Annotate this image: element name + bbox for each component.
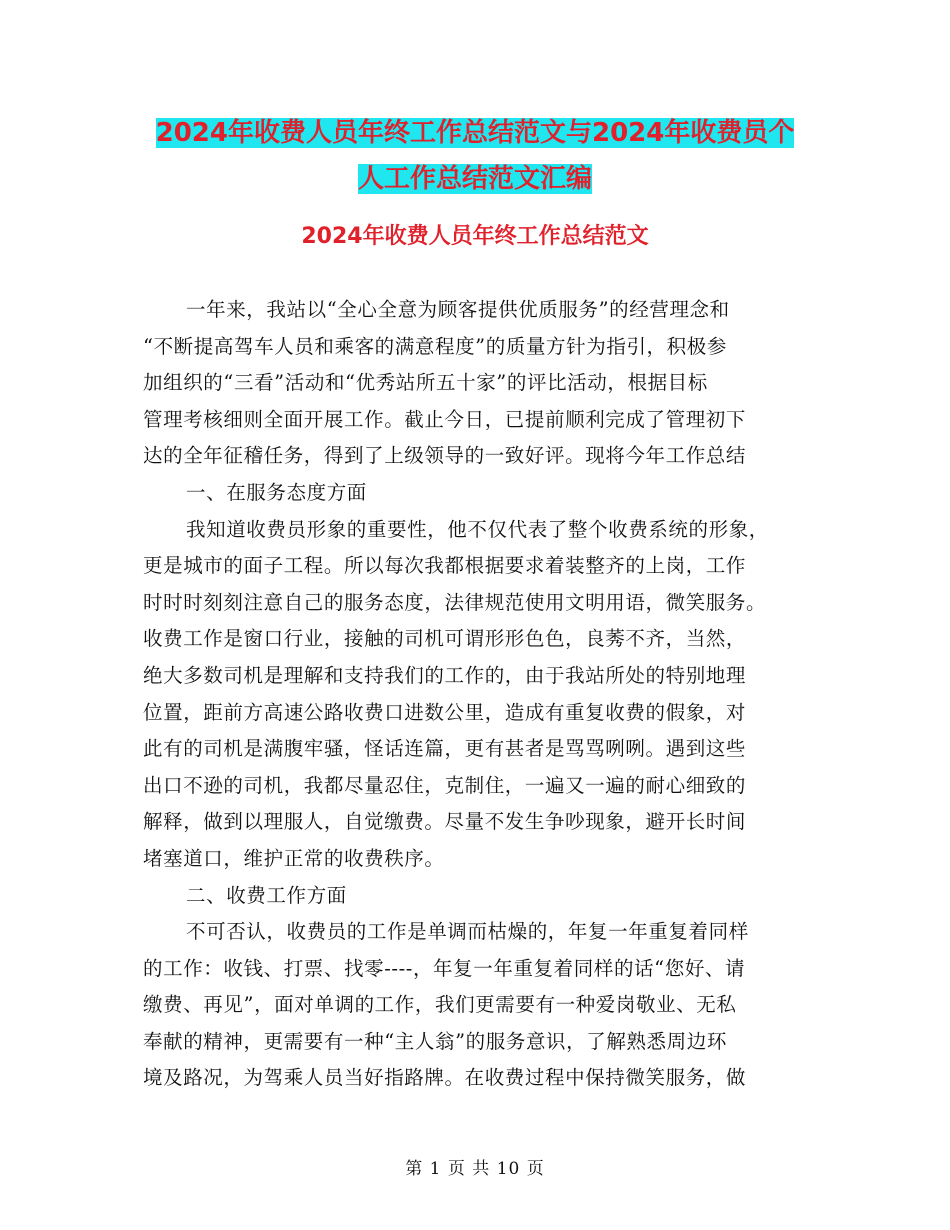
body-line: 不可否认，收费员的工作是单调而枯燥的，年复一年重复着同样 — [186, 920, 749, 944]
body-line: 管理考核细则全面开展工作。截止今日，已提前顺利完成了管理初下 — [143, 407, 747, 431]
body-line: 堵塞道口，维护正常的收费秩序。 — [143, 846, 445, 870]
body-line: 此有的司机是满腹牢骚，怪话连篇，更有甚者是骂骂咧咧。遇到这些 — [143, 737, 747, 761]
body-line: 缴费、再见”，面对单调的工作，我们更需要有一种爱岗敬业、无私 — [143, 993, 737, 1017]
body-line: 达的全年征稽任务，得到了上级领导的一致好评。现将今年工作总结 — [143, 444, 747, 468]
body-line: 境及路况，为驾乘人员当好指路牌。在收费过程中保持微笑服务，做 — [143, 1066, 747, 1090]
body-line: 我知道收费员形象的重要性，他不仅代表了整个收费系统的形象， — [186, 517, 769, 541]
body-line: “不断提高驾车人员和乘客的满意程度”的质量方针为指引，积极参 — [143, 334, 727, 358]
body-line: 解释，做到以理服人，自觉缴费。尽量不发生争吵现象，避开长时间 — [143, 810, 747, 834]
body-line: 一年来，我站以“全心全意为顾客提供优质服务”的经营理念和 — [186, 298, 730, 321]
title-line-2: 人工作总结范文汇编 — [357, 164, 592, 194]
body-line: 更是城市的面子工程。所以每次我都根据要求着装整齐的上岗，工作 — [143, 554, 747, 578]
title-line-1: 2024年收费人员年终工作总结范文与2024年收费员个 — [155, 118, 795, 148]
document-body — [143, 292, 803, 1097]
body-line: 奉献的精神，更需要有一种“主人翁”的服务意识，了解熟悉周边环 — [143, 1029, 727, 1053]
body-line: 收费工作是窗口行业，接触的司机可谓形形色色，良莠不齐，当然， — [143, 627, 747, 651]
body-line: 绝大多数司机是理解和支持我们的工作的，由于我站所处的特别地理 — [143, 663, 747, 687]
body-line: 位置，距前方高速公路收费口进数公里，造成有重复收费的假象，对 — [143, 700, 747, 724]
body-line: 出口不逊的司机，我都尽量忍住，克制住，一遍又一遍的耐心细致的 — [143, 773, 747, 797]
body-line: 一、在服务态度方面 — [186, 480, 367, 504]
body-line: 加组织的“三看”活动和“优秀站所五十家”的评比活动，根据目标 — [143, 371, 708, 395]
body-line: 的工作：收钱、打票、找零----，年复一年重复着同样的话“您好、请 — [143, 956, 746, 980]
document-title — [140, 110, 810, 202]
body-line: 时时时刻刻注意自己的服务态度，法律规范使用文明用语，微笑服务。 — [143, 590, 767, 614]
section-subtitle: 2024年收费人员年终工作总结范文 — [301, 224, 649, 249]
page-footer: 第 1 页 共 10 页 — [405, 1159, 545, 1179]
body-line: 二、收费工作方面 — [186, 883, 347, 907]
